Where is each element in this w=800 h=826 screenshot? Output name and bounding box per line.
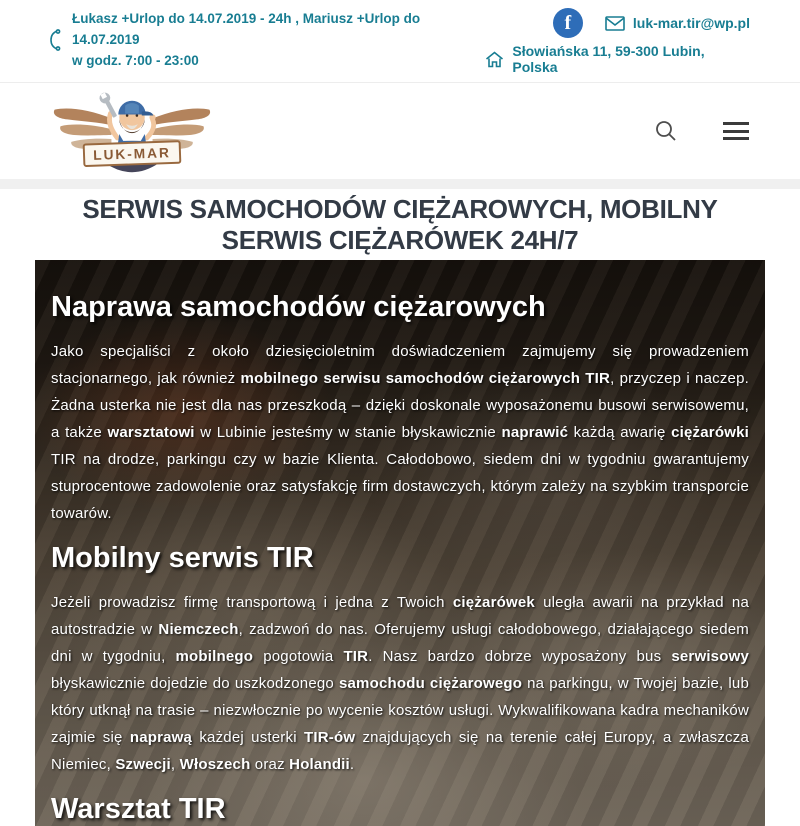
- facebook-icon[interactable]: f: [553, 8, 583, 38]
- page-title-line-2: SERWIS CIĘŻARÓWEK 24H/7: [221, 225, 579, 255]
- phone-icon: [48, 28, 63, 52]
- logo-banner-text: LUK-MAR: [92, 145, 172, 163]
- page-title: [0, 189, 800, 256]
- section-paragraph-naprawa: Jako specjaliści z około dziesięcioletnim doświadczeniem zajmujemy się prowadzeniem stacjonarnego, jak również mobilnego serwisu samochodów ciężarowych TIR, przyczep i naczep. Żadna usterka nie jest dla nas przeszkodą – dzięki doskonale wyposażonemu busowi serwisowemu, a także warsztatowi w Lubinie jesteśmy w stanie błyskawicznie naprawić każdą awarię ciężarówki TIR na drodze, parkingu czy w bazie Klienta. Całodobowo, siedem dni w tygodniu gwarantujemy stuprocentowe zadowolenie oraz satysfakcję firm dostawczych, którym zależy na szybkim transporcie towarów.: [51, 343, 749, 522]
- search-icon[interactable]: [654, 119, 678, 143]
- luk-mar-logo[interactable]: [48, 89, 216, 183]
- section-paragraph-mobilny-serwis: Jeżeli prowadzisz firmę transportową i jedna z Twoich ciężarówek uległa awarii na przykład na autostradzie w Niemczech, zadzwoń do nas. Oferujemy usługi całodobowego, działającego siedem dni w tygodniu, mobilnego pogotowia TIR. Nasz bardzo dobrze wyposażony bus serwisowy błyskawicznie dojedzie do uszkodzonego samochodu ciężarowego na parkingu, w Twojej bazie, lub który utknął na trasie – niezwłocznie po wycenie kosztów usługi. Wykwalifikowana kadra mechaników zajmie się naprawą każdej usterki TIR-ów znajdujących się na terenie całej Europy, a zwłaszcza Niemiec, Szwecji, Włoszech oraz Holandii.: [51, 594, 749, 773]
- site-header: [0, 83, 800, 179]
- section-heading-mobilny-serwis: Mobilny serwis TIR: [51, 542, 314, 574]
- article-section: [35, 260, 765, 826]
- top-contact-bar: [0, 0, 800, 83]
- menu-hamburger-icon[interactable]: [720, 119, 752, 143]
- email-link[interactable]: luk-mar.tir@wp.pl: [632, 15, 750, 31]
- phone-hours-text: [72, 8, 485, 71]
- page-title-line-1: SERWIS SAMOCHODÓW CIĘŻAROWYCH, MOBILNY: [82, 194, 718, 224]
- section-heading-warsztat: Warsztat TIR: [51, 793, 226, 825]
- email-icon: [605, 16, 625, 31]
- logo-banner: [84, 141, 181, 166]
- phone-line-1: Łukasz +Urlop do 14.07.2019 - 24h , Mariusz +Urlop do 14.07.2019: [72, 11, 421, 47]
- home-icon: [485, 51, 504, 68]
- address-text: Słowiańska 11, 59-300 Lubin, Polska: [512, 43, 705, 75]
- section-heading-naprawa: Naprawa samochodów ciężarowych: [51, 291, 546, 323]
- phone-line-2: w godz. 7:00 - 23:00: [72, 53, 199, 68]
